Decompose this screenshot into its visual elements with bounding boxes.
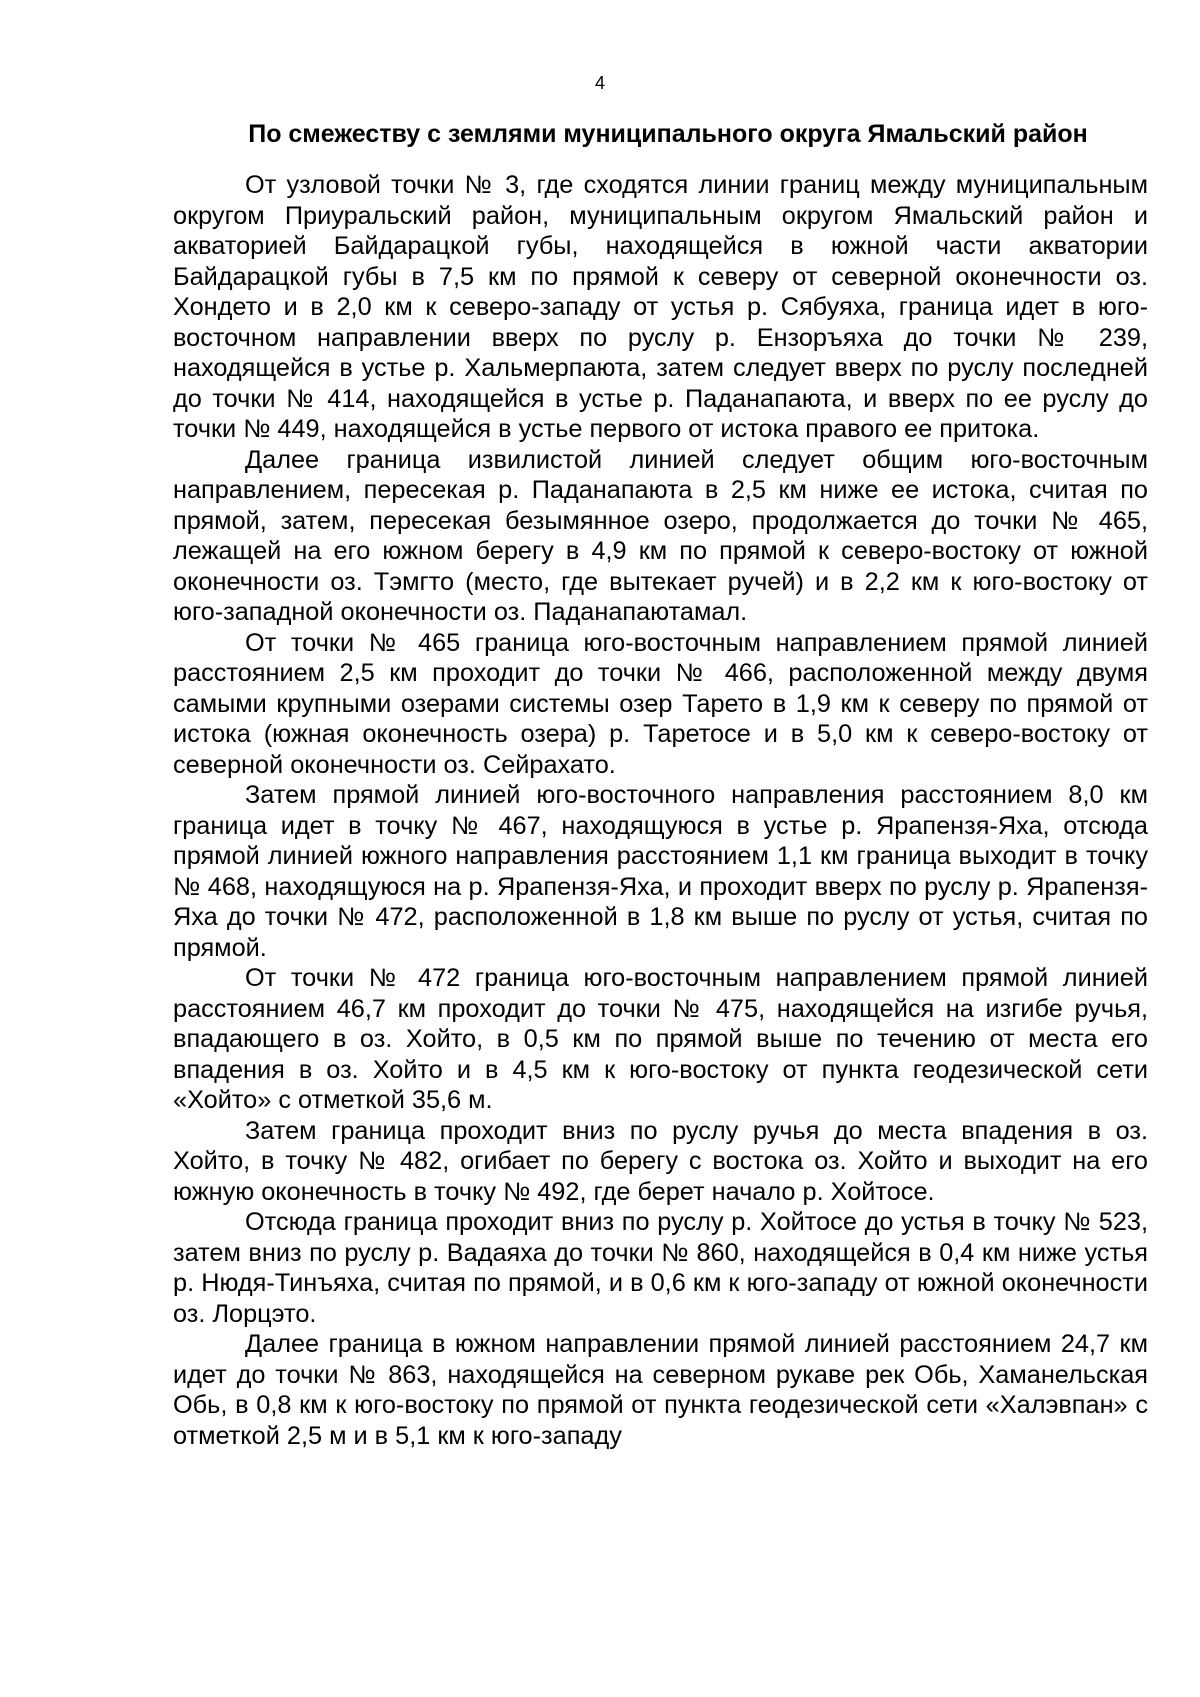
paragraph: Затем граница проходит вниз по руслу ручья до места впадения в оз. Хойто, в точку № 482, огибает по берегу с востока оз. Хойто и выходит на его южную оконечность в точку № 492, где берет начало р. Хойтосе.: [173, 1116, 1148, 1206]
page-number: 4: [594, 73, 605, 93]
paragraph: Далее граница в южном направлении прямой линией расстоянием 24,7 км идет до точки № 863, находящейся на северном рукаве рек Обь, Хаманельская Обь, в 0,8 км к юго-востоку по прямой от пункта геодезической сети «Халэвпан» с отметкой 2,5 м и в 5,1 км к юго-западу: [173, 1330, 1148, 1450]
paragraph: От точки № 472 граница юго-восточным направлением прямой линией расстоянием 46,7 км проходит до точки № 475, находящейся на изгибе ручья, впадающего в оз. Хойто, в 0,5 км по прямой выше по течению от места его впадения в оз. Хойто и в 4,5 км к юго-востоку от пункта геодезической сети «Хойто» с отметкой 35,6 м.: [173, 964, 1148, 1114]
paragraph: От точки № 465 граница юго-восточным направлением прямой линией расстоянием 2,5 км проходит до точки № 466, расположенной между двумя самыми крупными озерами системы озер Тарето в 1,9 км к северу по прямой от истока (южная оконечность озера) р. Таретосе и в 5,0 км к северо-востоку от северной оконечности оз. Сейрахато.: [173, 628, 1148, 779]
paragraph: Отсюда граница проходит вниз по руслу р. Хойтосе до устья в точку № 523, затем вниз по руслу р. Вадаяха до точки № 860, находящейся в 0,4 км ниже устья р. Нюдя-Тинъяха, считая по прямой, и в 0,6 км к юго-западу от южной оконечности оз. Лорцэто.: [173, 1208, 1148, 1328]
section-title: По смежеству с землями муниципального округа Ямальский район: [248, 120, 1088, 148]
paragraph: Затем прямой линией юго-восточного направления расстоянием 8,0 км граница идет в точку № 467, находящуюся в устье р. Ярапензя-Яха, отсюда прямой линией южного направления расстоянием 1,1 км граница выходит в точку № 468, находящуюся на р. Ярапензя-Яха, и проходит вверх по руслу р. Ярапензя-Яха до точки № 472, расположенной в 1,8 км выше по руслу от устья, считая по прямой.: [173, 781, 1148, 962]
paragraph: От узловой точки № 3, где сходятся линии границ между муниципальным округом Приуральский район, муниципальным округом Ямальский район и акваторией Байдарацкой губы, находящейся в южной части акватории Байдарацкой губы в 7,5 км по прямой к северу от северной оконечности оз. Хондето и в 2,0 км к северо-западу от устья р. Сябуяха, граница идет в юго-восточном направлении вверх по руслу р. Ензоръяха до точки № 239, находящейся в устье р. Хальмерпаюта, затем следует вверх по руслу последней до точки № 414, находящейся в устье р. Паданапаюта, и вверх по ее руслу до точки № 449, находящейся в устье первого от истока правого ее притока.: [173, 171, 1148, 443]
paragraph: Далее граница извилистой линией следует общим юго-восточным направлением, пересекая р. Паданапаюта в 2,5 км ниже ее истока, считая по прямой, затем, пересекая безымянное озеро, продолжается до точки № 465, лежащей на его южном берегу в 4,9 км по прямой к северо-востоку от южной оконечности оз. Тэмгто (место, где вытекает ручей) и в 2,2 км к юго-востоку от юго-западной оконечности оз. Паданапаютамал.: [173, 445, 1148, 626]
body-text: [173, 170, 1148, 1451]
